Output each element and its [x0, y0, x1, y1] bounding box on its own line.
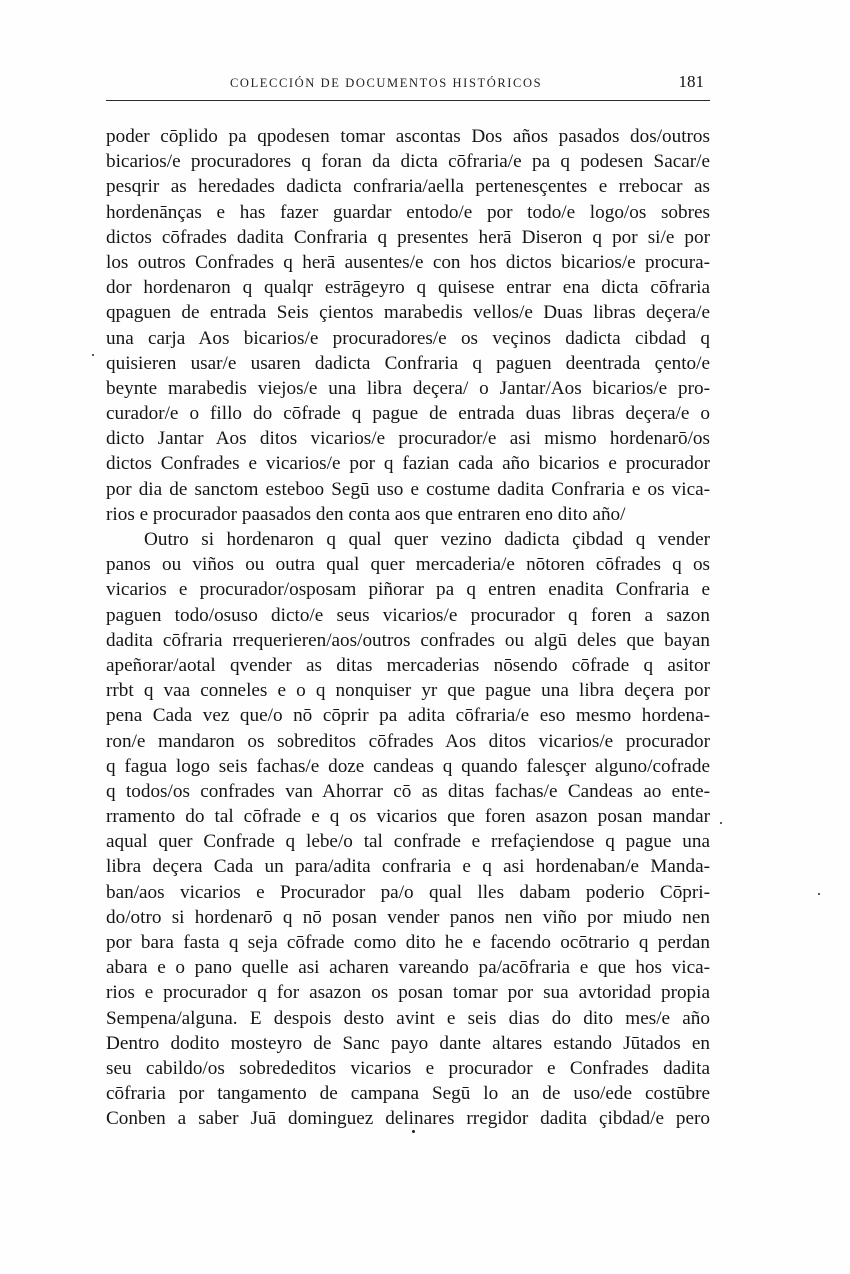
- text-line: vicarios e procurador/osposam piñorar pa q entren enadita Confraria e: [106, 579, 710, 601]
- text-line: panos ou viños ou outra qual quer mercaderia/e nōtoren cōfrades q os: [106, 554, 710, 576]
- running-header: [106, 74, 710, 101]
- text-line: paguen todo/osuso dicto/e seus vicarios/e procurador q foren a sazon: [106, 604, 710, 626]
- text-line: dor hordenaron q qualqr estrāgeyro q quisese entrar ena dicta cōfraria: [106, 277, 710, 299]
- text-line: aqual quer Confrade q lebe/o tal confrade e rrefaçiendose q pague una: [106, 831, 710, 853]
- page-number: 181: [678, 72, 704, 91]
- text-line: por dia de sanctom esteboo Segū uso e costume dadita Confraria e os vica-: [106, 478, 710, 500]
- scan-speck: [412, 1130, 415, 1133]
- text-line: libra deçera Cada un para/adita confraria e q asi hordenaban/e Manda-: [106, 856, 710, 878]
- text-line: qpaguen de entrada Seis çientos marabedis vellos/e Duas libras deçera/e: [106, 302, 710, 324]
- text-line: pena Cada vez que/o nō cōprir pa adita cōfraria/e eso mesmo hordena-: [106, 705, 710, 727]
- text-line: hordenānças e has fazer guardar entodo/e por todo/e logo/os sobres: [106, 201, 710, 223]
- text-line: abara e o pano quelle asi acharen vareando pa/acōfraria e que hos vica-: [106, 957, 710, 979]
- text-line: cōfraria por tangamento de campana Segū lo an de uso/ede costūbre: [106, 1083, 710, 1105]
- text-line: una carja Aos bicarios/e procuradores/e os veçinos dadicta cibdad q: [106, 327, 710, 349]
- text-line: q fagua logo seis fachas/e doze candeas q quando falesçer alguno/cofrade: [106, 755, 710, 777]
- text-line: dadita cōfraria rrequerieren/aos/outros confrades ou algū deles que bayan: [106, 629, 710, 651]
- text-line: pesqrir as heredades dadicta confraria/aella pertenesçentes e rrebocar as: [106, 176, 710, 198]
- text-line: beynte marabedis viejos/e una libra deçera/ o Jantar/Aos bicarios/e pro-: [106, 377, 710, 399]
- scan-speck: [720, 822, 722, 824]
- text-line: q todos/os confrades van Ahorrar cō as ditas fachas/e Candeas ao ente-: [106, 780, 710, 802]
- text-line: do/otro si hordenarō q nō posan vender panos nen viño por miudo nen: [106, 906, 710, 928]
- text-line: dicto Jantar Aos ditos vicarios/e procurador/e asi mismo hordenarō/os: [106, 428, 710, 450]
- text-line: apeñorar/aotal qvender as ditas mercaderias nōsendo cōfrade q asitor: [106, 654, 710, 676]
- text-line: rrbt q vaa conneles e o q nonquiser yr que pague una libra deçera por: [106, 680, 710, 702]
- text-line: rramento do tal cōfrade e q os vicarios que foren asazon posan mandar: [106, 806, 710, 828]
- paragraph-first-line: Outro si hordenaron q qual quer vezino dadicta çibdad q vender: [144, 529, 710, 550]
- text-line: poder cōplido pa qpodesen tomar ascontas Dos años pasados dos/outros: [106, 126, 710, 147]
- text-line: dictos Confrades e vicarios/e por q fazian cada año bicarios e procurador: [106, 453, 710, 475]
- text-line: Sempena/alguna. E despois desto avint e seis dias do dito mes/e año: [106, 1007, 710, 1029]
- scan-speck: [818, 893, 820, 895]
- body-text: [106, 124, 710, 1132]
- text-line: curador/e o fillo do cōfrade q pague de entrada duas libras deçera/e o: [106, 403, 710, 425]
- text-line: Conben a saber Juā dominguez delinares rregidor dadita çibdad/e pero: [106, 1108, 710, 1130]
- text-line: rios e procurador q for asazon os posan tomar por sua avtoridad propia: [106, 982, 710, 1004]
- text-line: seu cabildo/os sobrededitos vicarios e procurador e Confrades dadita: [106, 1057, 710, 1079]
- running-title: COLECCIÓN DE DOCUMENTOS HISTÓRICOS: [230, 76, 543, 90]
- text-line: los outros Confrades q herā ausentes/e con hos dictos bicarios/e procura-: [106, 251, 710, 273]
- text-line: por bara fasta q seja cōfrade como dito he e facendo ocōtrario q perdan: [106, 932, 710, 953]
- text-line: Dentro dodito mosteyro de Sanc payo dante altares estando Jūtados en: [106, 1032, 710, 1054]
- text-line: rios e procurador paasados den conta aos que entraren eno dito año/: [106, 503, 626, 525]
- text-line: ron/e mandaron os sobreditos cōfrades Aos ditos vicarios/e procurador: [106, 730, 710, 752]
- text-line: bicarios/e procuradores q foran da dicta cōfraria/e pa q podesen Sacar/e: [106, 151, 710, 173]
- scan-speck: [92, 354, 94, 356]
- text-line: quisieren usar/e usaren dadicta Confraria q paguen deentrada çento/e: [106, 352, 710, 374]
- text-line: ban/aos vicarios e Procurador pa/o qual lles dabam poderio Cōpri-: [106, 881, 710, 903]
- text-line: dictos cōfrades dadita Confraria q presentes herā Diseron q por si/e por: [106, 226, 710, 248]
